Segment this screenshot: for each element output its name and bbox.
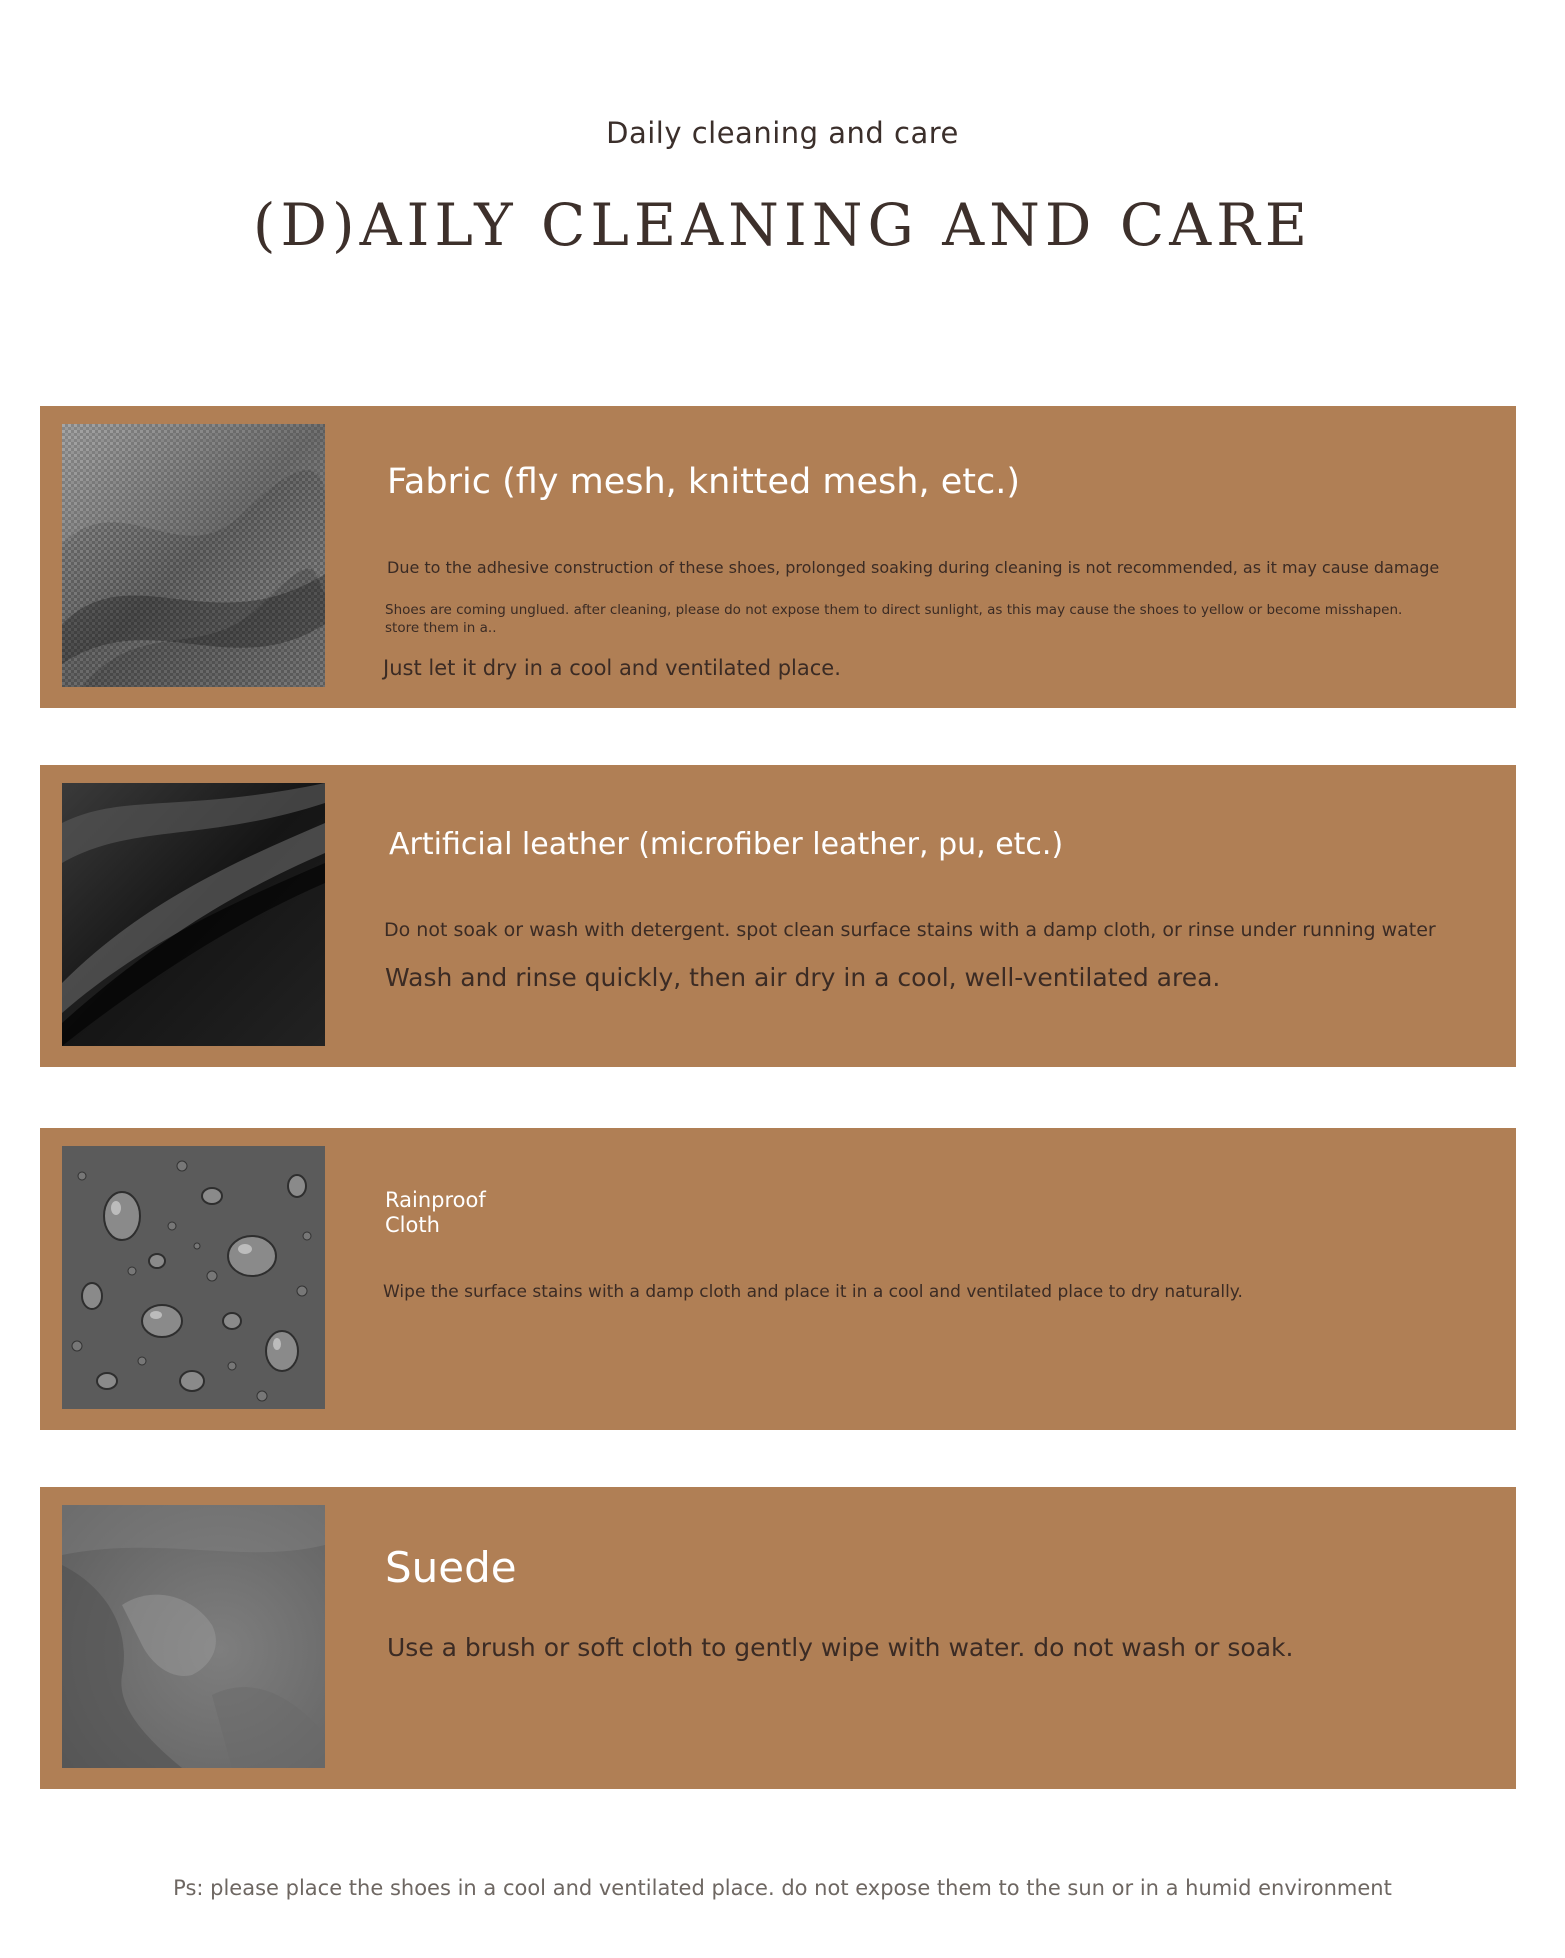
section-text: Wash and rinse quickly, then air dry in a cool, well-ventilated area. — [385, 963, 1221, 992]
care-section-suede — [40, 1487, 1516, 1789]
section-title-line: Cloth — [385, 1213, 440, 1237]
black-leather-photo — [62, 783, 325, 1046]
section-text: Use a brush or soft cloth to gently wipe with water. do not wash or soak. — [387, 1633, 1294, 1662]
section-text: Do not soak or wash with detergent. spot clean surface stains with a damp cloth, or rinse under running water — [384, 919, 1436, 941]
care-section-artificial-leather — [40, 765, 1516, 1067]
section-title-line: Rainproof — [385, 1188, 486, 1212]
page-title: (D)AILY CLEANING AND CARE — [252, 191, 1313, 259]
page-subtitle: Daily cleaning and care — [606, 116, 959, 150]
section-title: Fabric (fly mesh, knitted mesh, etc.) — [387, 462, 1020, 502]
section-title: Suede — [385, 1543, 517, 1592]
section-text: Wipe the surface stains with a damp cloth and place it in a cool and ventilated place to dry naturally. — [383, 1282, 1243, 1302]
care-section-fabric — [40, 406, 1516, 708]
water-droplets-photo — [62, 1146, 325, 1409]
section-text: store them in a.. — [385, 620, 497, 636]
section-text: Just let it dry in a cool and ventilated place. — [383, 656, 841, 680]
section-title: Artificial leather (microfiber leather, pu, etc.) — [389, 827, 1064, 862]
care-section-rainproof-cloth — [40, 1128, 1516, 1430]
section-text: Shoes are coming unglued. after cleaning, please do not expose them to direct sunlight, as this may cause the shoes to yellow or become misshapen. — [385, 602, 1403, 618]
footer-note: Ps: please place the shoes in a cool and ventilated place. do not expose them to the sun or in a humid environment — [173, 1876, 1392, 1900]
section-text: Due to the adhesive construction of these shoes, prolonged soaking during cleaning is not recommended, as it may cause damage — [387, 558, 1440, 577]
suede-fabric-photo — [62, 1505, 325, 1768]
knitted-mesh-fabric-photo — [62, 424, 325, 687]
